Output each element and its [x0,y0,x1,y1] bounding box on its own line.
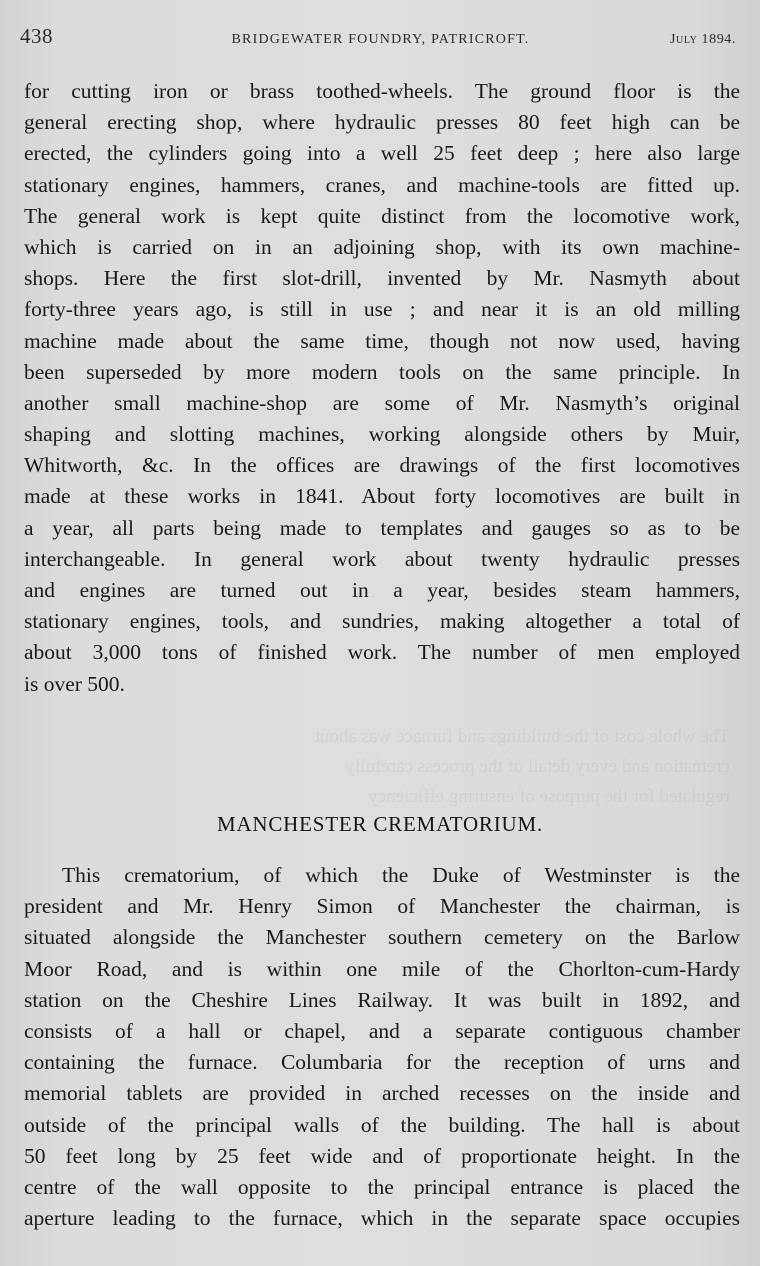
show-through-text: cremation and every detail of the process carefully [345,756,730,777]
text-line: which is carried on in an adjoining shop, with its own machine- [24,234,740,259]
text-line: erected, the cylinders going into a well 25 feet deep ; here also large [24,141,740,166]
text-line: interchangeable. In general work about twenty hydraulic presses [24,546,740,571]
text-line: outside of the principal walls of the building. The hall is about [24,1112,740,1137]
show-through-text: regulated for the purpose of ensuring efficiency [368,786,730,807]
text-line: situated alongside the Manchester southern cemetery on the Barlow [24,925,740,950]
text-line: forty-three years ago, is still in use ; and near it is an old milling [24,297,740,322]
text-line: Moor Road, and is within one mile of the Chorlton-cum-Hardy [24,956,740,981]
text-line: been superseded by more modern tools on the same principle. In [24,359,740,384]
section-foundry-text [24,76,740,700]
page-number: 438 [20,24,53,48]
text-line: shaping and slotting machines, working alongside others by Muir, [24,422,740,447]
text-line: Whitworth, &c. In the offices are drawings of the first locomotives [24,453,740,478]
running-title: BRIDGEWATER FOUNDRY, PATRICROFT. [231,32,530,47]
text-line: a year, all parts being made to templates and gauges so as to be [24,515,740,540]
text-line: consists of a hall or chapel, and a separate contiguous chamber [24,1018,740,1043]
text-line: memorial tablets are provided in arched recesses on the inside and [24,1081,740,1106]
running-head [20,24,736,50]
section-crematorium-text [24,860,740,1234]
text-line: 50 feet long by 25 feet wide and of proportionate height. In the [24,1143,740,1168]
text-line: for cutting iron or brass toothed-wheels. The ground floor is the [24,79,740,103]
text-line: stationary engines, tools, and sundries, making altogether a total of [24,609,740,634]
text-line: The general work is kept quite distinct from the locomotive work, [24,203,740,228]
text-line: shops. Here the first slot-drill, invented by Mr. Nasmyth about [24,266,740,291]
text-line: another small machine-shop are some of Mr. Nasmyth’s original [24,390,740,415]
text-line: This crematorium, of which the Duke of Westminster is the [62,863,740,887]
text-line: centre of the wall opposite to the principal entrance is placed the [24,1174,740,1199]
text-line: is over 500. [24,671,125,696]
text-line: stationary engines, hammers, cranes, and machine-tools are fitted up. [24,172,740,197]
show-through-text: The whole cost of the buildings and furnace was about [314,726,730,747]
section-heading: MANCHESTER CREMATORIUM. [216,812,544,836]
text-line: general erecting shop, where hydraulic presses 80 feet high can be [24,110,740,135]
text-line: station on the Cheshire Lines Railway. It was built in 1892, and [24,987,740,1012]
text-line: made at these works in 1841. About forty locomotives are built in [24,484,740,509]
text-line: and engines are turned out in a year, besides steam hammers, [24,578,740,602]
text-line: aperture leading to the furnace, which in the separate space occupies [24,1206,740,1231]
running-date: July 1894. [670,32,736,47]
text-line: about 3,000 tons of finished work. The number of men employed [24,640,740,665]
text-line: containing the furnace. Columbaria for the reception of urns and [24,1050,740,1075]
text-line: president and Mr. Henry Simon of Manchester the chairman, is [24,894,740,919]
text-line: machine made about the same time, though not now used, having [24,328,740,353]
